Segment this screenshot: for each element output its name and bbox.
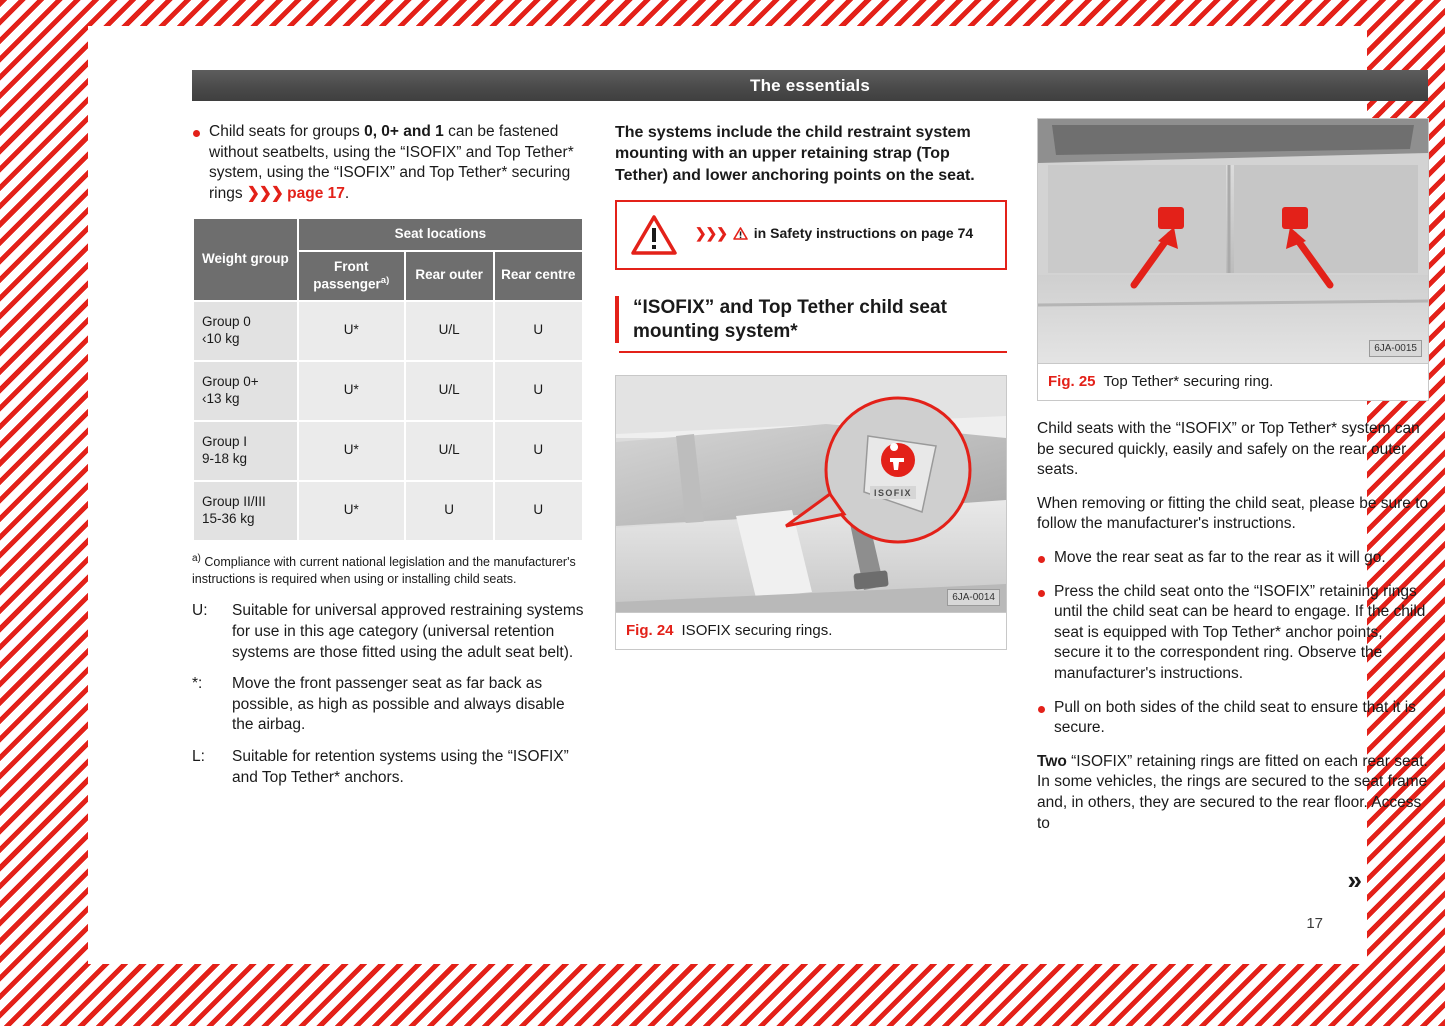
definition-description: Suitable for retention systems using the “ISOFIX” and Top Tether* anchors. [232,748,569,786]
column-middle [615,122,1007,650]
warning-box [615,200,1007,270]
header-front-passenger-footnote-marker: a) [380,274,390,286]
warning-small-triangle-icon [733,226,748,245]
table-footnote-text: Compliance with current national legislation and the manufacturer's instructions is required when using or installing child seats. [192,554,576,586]
cross-reference-arrows-icon: ❯❯❯ [246,184,283,202]
row-group-weight: ‹10 kg [202,330,240,346]
row-group-name: Group 0+ [202,373,259,389]
cell-rear-centre: U [494,421,583,481]
row-group-name: Group I [202,433,248,449]
table-row [193,421,583,481]
header-weight-group: Weight group [193,218,298,300]
warning-triangle-icon [631,215,677,255]
table-footnote [192,552,584,588]
svg-text:ISOFIX: ISOFIX [874,488,912,499]
row-group-name: Group II/III [202,493,266,509]
table-row [193,361,583,421]
column-right [1037,118,1429,847]
cell-rear-outer: U/L [405,421,494,481]
definition-term: *: [192,675,203,693]
warning-arrows-icon: ❯❯❯ [694,225,728,242]
table-row [193,481,583,541]
figure-25-image [1038,119,1428,363]
definition-item [192,601,584,663]
warning-text [677,224,991,245]
continue-marker-icon: » [1347,865,1359,895]
seat-locations-table [192,217,584,541]
cell-front-passenger: U* [298,301,405,361]
column-left [192,122,584,799]
cell-rear-centre: U [494,361,583,421]
cell-rear-outer: U/L [405,361,494,421]
figure-24 [615,375,1007,650]
figure-25-code: 6JA-0015 [1369,340,1422,357]
right-bullet-3: Pull on both sides of the child seat to ensure that it is secure. [1037,698,1429,739]
definition-term: L: [192,748,205,766]
figure-24-caption [616,612,1006,649]
intro-bullet-reference: page 17 [282,184,345,202]
figure-24-image [616,376,1006,612]
warning-reference-text: in Safety instructions on page 74 [753,225,974,242]
row-group-weight: 9-18 kg [202,450,248,466]
figure-25 [1037,118,1429,401]
definition-list [192,601,584,788]
intro-bullet-mid: can be fastened without seatbelts, using the “ISOFIX” and Top Tether* system, using the “ISOFIX” and Top Tether* securing rings [209,123,574,202]
row-group-label [193,421,298,481]
intro-bullet-prefix: Child seats for groups [209,123,365,140]
row-group-label [193,361,298,421]
intro-bullet-suffix: . [344,184,350,202]
row-group-name: Group 0 [202,313,251,329]
table-row [193,301,583,361]
right-bullet-1: Move the rear seat as far to the rear as it will go. [1037,548,1429,569]
table-header-row-1 [193,218,583,250]
figure-24-label: Fig. 24 [626,622,674,640]
row-group-label [193,481,298,541]
right-paragraph-2: When removing or fitting the child seat, please be sure to follow the manufacturer's instructions. [1037,494,1429,533]
definition-item [192,674,584,736]
figure-25-label: Fig. 25 [1048,373,1096,390]
figure-24-code: 6JA-0014 [947,589,1000,606]
right-closing-paragraph [1037,752,1429,834]
page-number: 17 [1306,915,1323,932]
table-footnote-marker: a) [192,552,201,564]
definition-item [192,747,584,788]
section-heading: “ISOFIX” and Top Tether child seat mounting system* [615,296,1007,344]
right-bullet-2: Press the child seat onto the “ISOFIX” retaining rings until the child seat can be heard to engage. If the child seat is equipped with Top Tether* anchor points, secure it to the correspondent ring. Observe the manufacturer's instructions. [1037,582,1429,685]
page-header-title: The essentials [192,70,1428,101]
cell-rear-centre: U [494,301,583,361]
cell-front-passenger: U* [298,481,405,541]
header-seat-locations: Seat locations [298,218,583,250]
right-paragraph-1: Child seats with the “ISOFIX” or Top Tether* system can be secured quickly, easily and safely on the rear outer seats. [1037,419,1420,479]
cell-rear-centre: U [494,481,583,541]
intro-bullet [192,122,584,204]
header-front-passenger [298,251,405,301]
lead-paragraph: The systems include the child restraint system mounting with an upper retaining strap (Top Tether) and lower anchoring points on the seat. [615,124,975,184]
right-closing-text: “ISOFIX” retaining rings are fitted on each rear seat. In some vehicles, the rings are secured to the seat frame and, in others, they are secured to the rear floor. Access to [1037,752,1428,832]
manual-page [88,26,1429,964]
header-rear-outer: Rear outer [405,251,494,301]
figure-24-caption-text: ISOFIX securing rings. [681,622,833,640]
cell-rear-outer: U [405,481,494,541]
definition-term: U: [192,602,208,620]
cell-rear-outer: U/L [405,301,494,361]
header-front-passenger-label: Front passenger [313,258,381,292]
row-group-weight: 15-36 kg [202,510,255,526]
definition-description: Move the front passenger seat as far back as possible, as high as possible and always disable the airbag. [232,675,565,734]
row-group-label [193,301,298,361]
figure-25-caption-text: Top Tether* securing ring. [1103,373,1274,390]
row-group-weight: ‹13 kg [202,390,240,406]
right-closing-bold: Two [1037,752,1067,770]
header-rear-centre: Rear centre [494,251,583,301]
intro-bullet-groups: 0, 0+ and 1 [364,123,444,140]
cell-front-passenger: U* [298,361,405,421]
cell-front-passenger: U* [298,421,405,481]
definition-description: Suitable for universal approved restraining systems for use in this age category (universal retention systems are those fitted using the adult seat belt). [232,602,584,661]
figure-25-caption [1038,363,1428,400]
